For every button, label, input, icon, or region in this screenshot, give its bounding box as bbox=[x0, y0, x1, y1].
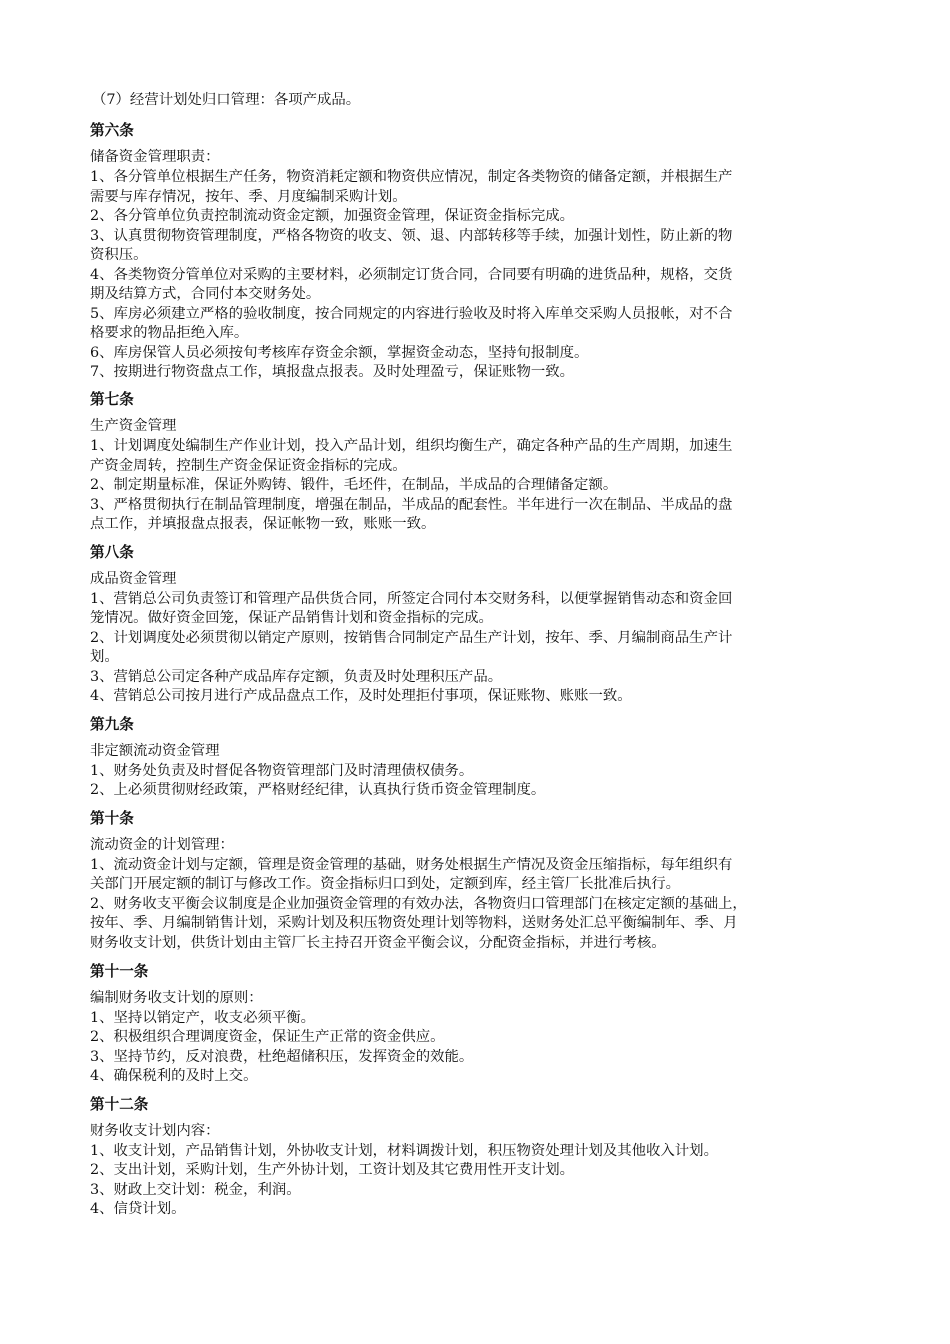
article-line: 1、营销总公司负责签订和管理产品供货合同，所签定合同付本交财务科，以便掌握销售动态和资金回 bbox=[90, 591, 733, 607]
article-line: 需要与库存情况，按年、季、月度编制采购计划。 bbox=[90, 189, 407, 205]
article-line: 生产资金管理 bbox=[90, 418, 177, 434]
article-line: 编制财务收支计划的原则： bbox=[90, 990, 263, 1006]
article-line: 6、库房保管人员必须按旬考核库存资金余额，掌握资金动态，坚持旬报制度。 bbox=[90, 345, 589, 361]
article-line: 2、上必须贯彻财经政策，严格财经纪律，认真执行货币资金管理制度。 bbox=[90, 782, 546, 798]
article-line: 4、各类物资分管单位对采购的主要材料，必须制定订货合同，合同要有明确的进货品种，规格，交货 bbox=[90, 267, 733, 283]
article-line: 1、计划调度处编制生产作业计划，投入产品计划，组织均衡生产，确定各种产品的生产周期，加速生 bbox=[90, 438, 733, 454]
article-line: 关部门开展定额的制订与修改工作。资金指标归口到处，定额到库，经主管厂长批准后执行。 bbox=[90, 876, 681, 892]
article-line: 3、财政上交计划：税金，利润。 bbox=[90, 1182, 301, 1198]
article-line: 5、库房必须建立严格的验收制度，按合同规定的内容进行验收及时将入库单交采购人员报帐，对不合 bbox=[90, 306, 733, 322]
article-line: 3、营销总公司定各种产成品库存定额，负责及时处理积压产品。 bbox=[90, 669, 503, 685]
article-line: 2、积极组织合理调度资金，保证生产正常的资金供应。 bbox=[90, 1029, 445, 1045]
article-line: 成品资金管理 bbox=[90, 571, 177, 587]
article-line: 7、按期进行物资盘点工作，填报盘点报表。及时处理盈亏，保证账物一致。 bbox=[90, 364, 575, 380]
article-line: 3、严格贯彻执行在制品管理制度，增强在制品，半成品的配套性。半年进行一次在制品、半成品的盘 bbox=[90, 497, 733, 513]
article-line: 2、各分管单位负责控制流动资金定额，加强资金管理，保证资金指标完成。 bbox=[90, 208, 575, 224]
article-line: 1、各分管单位根据生产任务，物资消耗定额和物资供应情况，制定各类物资的储备定额，并根据生产 bbox=[90, 169, 733, 185]
article-line: 划。 bbox=[90, 649, 119, 665]
article-line: 期及结算方式，合同付本交财务处。 bbox=[90, 286, 321, 302]
article-line: 非定额流动资金管理 bbox=[90, 743, 220, 759]
article-heading: 第九条 bbox=[90, 716, 134, 733]
article-line: 产资金周转，控制生产资金保证资金指标的完成。 bbox=[90, 458, 407, 474]
article-line: 3、坚持节约，反对浪费，杜绝超储积压，发挥资金的效能。 bbox=[90, 1049, 474, 1065]
article-line: 2、制定期量标准，保证外购铸、锻件，毛坯件，在制品，半成品的合理储备定额。 bbox=[90, 477, 618, 493]
article-heading: 第七条 bbox=[90, 391, 134, 408]
article-line: 财务收支计划，供货计划由主管厂长主持召开资金平衡会议，分配资金指标，并进行考核。 bbox=[90, 935, 666, 951]
article-heading: 第十一条 bbox=[90, 963, 149, 980]
article-heading: 第十条 bbox=[90, 810, 134, 827]
article-line: 点工作，并填报盘点报表，保证帐物一致，账账一致。 bbox=[90, 516, 436, 532]
article-line: 2、财务收支平衡会议制度是企业加强资金管理的有效办法，各物资归口管理部门在核定定额的基础上， bbox=[90, 896, 747, 912]
article-line: 笼情况。做好资金回笼，保证产品销售计划和资金指标的完成。 bbox=[90, 610, 493, 626]
article-line: 4、信贷计划。 bbox=[90, 1201, 186, 1217]
article-line: 4、确保税利的及时上交。 bbox=[90, 1068, 258, 1084]
article-line: 资积压。 bbox=[90, 247, 148, 263]
article-line: 1、流动资金计划与定额，管理是资金管理的基础，财务处根据生产情况及资金压缩指标，每年组织有 bbox=[90, 857, 733, 873]
article-heading: 第八条 bbox=[90, 544, 134, 561]
article-line: 格要求的物品拒绝入库。 bbox=[90, 325, 249, 341]
article-line: 按年、季、月编制销售计划，采购计划及积压物资处理计划等物料，送财务处汇总平衡编制年、季、月 bbox=[90, 915, 738, 931]
article-line: 3、认真贯彻物资管理制度，严格各物资的收支、领、退、内部转移等手续，加强计划性，防止新的物 bbox=[90, 228, 733, 244]
article-line: 储备资金管理职责： bbox=[90, 149, 220, 165]
intro-line: （7）经营计划处归口管理：各项产成品。 bbox=[92, 92, 361, 108]
article-heading: 第六条 bbox=[90, 122, 134, 139]
article-line: 财务收支计划内容： bbox=[90, 1123, 220, 1139]
article-line: 1、坚持以销定产，收支必须平衡。 bbox=[90, 1010, 316, 1026]
article-line: 1、收支计划，产品销售计划，外协收支计划，材料调拨计划，积压物资处理计划及其他收入计划。 bbox=[90, 1143, 718, 1159]
article-heading: 第十二条 bbox=[90, 1096, 149, 1113]
article-line: 4、营销总公司按月进行产成品盘点工作，及时处理拒付事项，保证账物、账账一致。 bbox=[90, 688, 632, 704]
article-line: 2、计划调度处必须贯彻以销定产原则，按销售合同制定产品生产计划，按年、季、月编制商品生产计 bbox=[90, 630, 733, 646]
article-line: 1、财务处负责及时督促各物资管理部门及时清理债权债务。 bbox=[90, 763, 474, 779]
article-line: 2、支出计划，采购计划，生产外协计划，工资计划及其它费用性开支计划。 bbox=[90, 1162, 575, 1178]
article-line: 流动资金的计划管理： bbox=[90, 837, 234, 853]
